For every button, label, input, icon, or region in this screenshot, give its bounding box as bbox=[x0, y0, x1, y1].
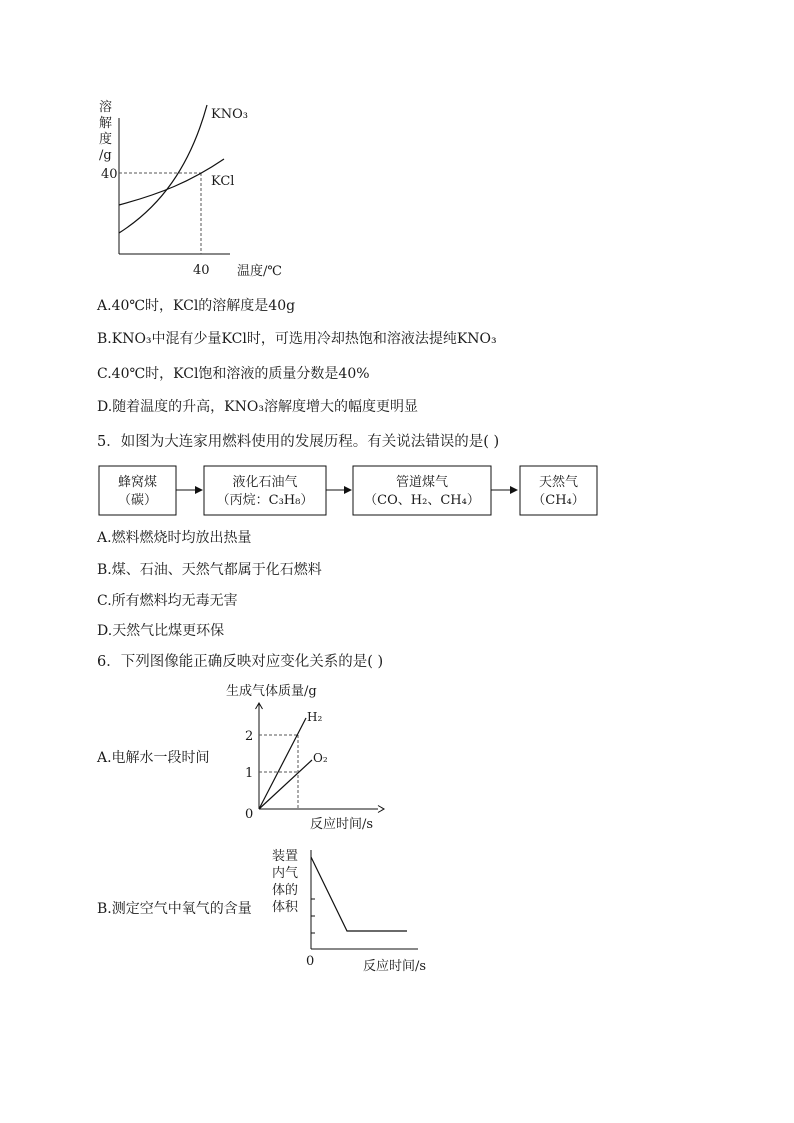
chart-y-label: 生成气体质量/g bbox=[226, 684, 317, 699]
x-axis-label: 温度/℃ bbox=[237, 264, 282, 279]
kno3-label: KNO₃ bbox=[211, 107, 248, 122]
option-text: 40℃时，KCl的溶解度是40g bbox=[111, 298, 296, 314]
flow-box-1-name: 蜂窝煤 bbox=[117, 475, 158, 490]
tick-2: 2 bbox=[245, 729, 254, 744]
option-text: KNO₃中混有少量KCl时，可选用冷却热饱和溶液法提纯KNO₃ bbox=[111, 331, 497, 347]
solubility-chart bbox=[90, 92, 310, 287]
h2-line bbox=[259, 718, 306, 809]
q6-option-a-label: A.电解水一段时间 bbox=[97, 750, 210, 766]
x-tick-40: 40 bbox=[193, 263, 210, 278]
option-letter: A. bbox=[97, 298, 112, 314]
chart-y-label-1: 装置 bbox=[272, 849, 299, 864]
option-text: 煤、石油、天然气都属于化石燃料 bbox=[111, 562, 322, 578]
chart-y-label-3: 体的 bbox=[272, 883, 299, 898]
q5-option-a bbox=[97, 528, 252, 548]
chart-y-label-1: 溶 bbox=[99, 100, 113, 115]
q5-stem: 5．如图为大连家用燃料使用的发展历程。有关说法错误的是( ) bbox=[97, 434, 500, 450]
q6-option-b-label: B.测定空气中氧气的含量 bbox=[97, 901, 252, 917]
flow-box-1-detail: （碳） bbox=[117, 493, 158, 508]
h2-label: H₂ bbox=[307, 710, 323, 724]
oxygen-content-chart bbox=[268, 844, 448, 974]
kcl-label: KCl bbox=[211, 174, 235, 189]
option-text: 40℃时，KCl饱和溶液的质量分数是40% bbox=[111, 366, 370, 382]
option-letter: B. bbox=[97, 331, 112, 347]
q4-option-d bbox=[97, 397, 418, 417]
o2-label: O₂ bbox=[313, 751, 328, 765]
q5-option-d bbox=[97, 621, 224, 641]
kno3-curve bbox=[119, 105, 207, 233]
option-letter: A. bbox=[97, 530, 112, 546]
chart-y-label-3: 度 bbox=[99, 132, 113, 147]
option-letter: C. bbox=[97, 593, 112, 609]
option-text: 燃料燃烧时均放出热量 bbox=[111, 530, 252, 546]
x-axis-arrowhead bbox=[378, 806, 384, 813]
option-text: 所有燃料均无毒无害 bbox=[111, 593, 238, 609]
option-letter: B. bbox=[97, 562, 112, 578]
option-letter: D. bbox=[97, 399, 113, 415]
option-text: 随着温度的升高，KNO₃溶解度增大的幅度更明显 bbox=[112, 399, 418, 415]
flow-box-4-name: 天然气 bbox=[538, 475, 579, 490]
flow-box-3-detail: （CO、H₂、CH₄） bbox=[364, 493, 480, 508]
tick-1: 1 bbox=[245, 766, 254, 781]
option-letter: C. bbox=[97, 366, 112, 382]
chart-y-label-4: /g bbox=[99, 148, 112, 163]
q5-option-b bbox=[97, 560, 322, 580]
flow-box-2-name: 液化石油气 bbox=[232, 475, 298, 490]
flow-box-4-detail: （CH₄） bbox=[532, 493, 585, 508]
y-tick-40: 40 bbox=[101, 167, 118, 182]
volume-line bbox=[311, 857, 407, 931]
chart-y-label-4: 体积 bbox=[272, 900, 299, 915]
q4-option-c bbox=[97, 364, 370, 384]
origin-label: 0 bbox=[306, 954, 315, 969]
x-axis-label: 反应时间/s bbox=[363, 959, 427, 974]
fuel-flow-diagram bbox=[96, 462, 601, 520]
flow-box-2-detail: （丙烷：C₃H₈） bbox=[216, 493, 314, 508]
flow-box-3-name: 管道煤气 bbox=[395, 475, 449, 490]
option-letter: D. bbox=[97, 623, 113, 639]
q4-option-b bbox=[97, 329, 497, 349]
electrolysis-chart bbox=[226, 680, 400, 835]
q4-option-a bbox=[97, 296, 295, 316]
q5-option-c bbox=[97, 591, 238, 611]
q6-stem: 6．下列图像能正确反映对应变化关系的是( ) bbox=[97, 654, 384, 670]
tick-0: 0 bbox=[245, 807, 254, 822]
x-axis-label: 反应时间/s bbox=[310, 817, 374, 832]
chart-y-label-2: 内气 bbox=[272, 866, 299, 881]
option-text: 天然气比煤更环保 bbox=[112, 623, 225, 639]
chart-y-label-2: 解 bbox=[99, 116, 113, 131]
o2-line bbox=[259, 760, 312, 809]
